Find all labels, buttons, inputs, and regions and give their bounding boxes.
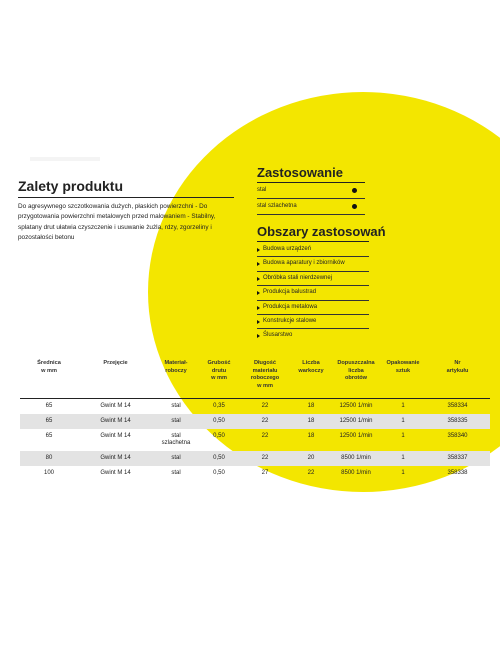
table-cell-line: 22 bbox=[261, 403, 269, 409]
table-header-cell bbox=[331, 360, 381, 399]
application-list bbox=[257, 183, 365, 215]
areas-item-label: Budowa urządzeń bbox=[263, 246, 312, 252]
table-cell bbox=[331, 466, 381, 481]
areas-item-label: Konstrukcje stalowe bbox=[263, 317, 317, 324]
areas-list bbox=[257, 243, 369, 343]
spec-table-container bbox=[20, 360, 490, 481]
table-cell bbox=[199, 451, 239, 466]
areas-item bbox=[257, 257, 369, 271]
arrow-right-icon bbox=[257, 306, 260, 310]
table-header-line: w mm bbox=[41, 367, 57, 374]
table-cell-line: stal bbox=[171, 432, 181, 439]
areas-item-label: Ślusarstwo bbox=[263, 332, 293, 339]
areas-item bbox=[257, 301, 369, 315]
bullet-dot-icon bbox=[352, 188, 357, 193]
areas-item bbox=[257, 243, 369, 257]
table-row bbox=[20, 466, 490, 481]
table-cell bbox=[153, 429, 199, 451]
table-cell bbox=[20, 429, 78, 451]
table-header-line: w mm bbox=[211, 375, 227, 381]
table-cell-line: 0,50 bbox=[213, 454, 225, 461]
table-cell-line: 358338 bbox=[447, 469, 468, 476]
table-cell-line: 65 bbox=[45, 403, 53, 409]
table-cell bbox=[291, 429, 331, 451]
table-cell-line: 22 bbox=[261, 454, 269, 461]
application-title: Zastosowanie bbox=[257, 165, 343, 180]
table-cell-line: stal bbox=[171, 403, 181, 409]
application-item-stainless-steel bbox=[257, 199, 365, 215]
table-cell bbox=[381, 451, 425, 466]
table-header-line: Liczba bbox=[302, 360, 320, 366]
table-header-line: warkoczy bbox=[298, 367, 324, 374]
table-header-cell bbox=[381, 360, 425, 399]
areas-item bbox=[257, 315, 369, 329]
table-row bbox=[20, 399, 490, 414]
table-cell-line: 0,35 bbox=[213, 403, 225, 409]
table-cell bbox=[78, 451, 153, 466]
benefits-text bbox=[18, 202, 243, 244]
table-body bbox=[20, 399, 490, 481]
table-header-line: roboczego bbox=[250, 375, 280, 381]
table-cell-line: 358340 bbox=[447, 432, 468, 439]
table-cell bbox=[331, 451, 381, 466]
arrow-right-icon bbox=[257, 291, 260, 295]
table-cell bbox=[153, 451, 199, 466]
table-cell-line: 0,50 bbox=[213, 417, 225, 424]
table-header-line: Dopuszczalna bbox=[337, 360, 375, 366]
table-cell bbox=[78, 399, 153, 414]
table-cell bbox=[291, 466, 331, 481]
table-cell bbox=[78, 414, 153, 429]
table-cell-line: 1 bbox=[401, 417, 405, 424]
table-cell-line: stal bbox=[171, 469, 181, 476]
bullet-dot-icon bbox=[352, 204, 357, 209]
table-cell-line: 1 bbox=[401, 469, 405, 476]
table-header-line: artykułu bbox=[446, 367, 469, 374]
benefits-line: splatany drut ułatwia czyszczenie i usuwanie żużla, rdzy, zgorzeliny i bbox=[18, 223, 212, 231]
table-cell bbox=[153, 466, 199, 481]
table-header-cell bbox=[425, 360, 490, 399]
table-cell-line: 27 bbox=[261, 469, 269, 476]
table-cell bbox=[425, 399, 490, 414]
table-cell bbox=[381, 414, 425, 429]
table-cell-line: 1 bbox=[401, 432, 405, 439]
table-cell bbox=[199, 466, 239, 481]
arrow-right-icon bbox=[257, 334, 260, 338]
benefits-line: Do agresywnego szczotkowania dużych, płaskich powierzchni - Do bbox=[18, 203, 208, 210]
table-cell-line: 22 bbox=[307, 469, 315, 476]
table-cell-line: 12500 1/min bbox=[339, 417, 373, 424]
table-cell-line: szlachetna bbox=[161, 440, 191, 447]
table-cell-line: 18 bbox=[307, 403, 315, 409]
application-item-label: stal szlachetna bbox=[257, 203, 297, 209]
areas-title: Obszary zastosowań bbox=[257, 224, 386, 239]
table-cell-line: Gwint M 14 bbox=[100, 432, 131, 439]
areas-divider bbox=[257, 241, 369, 242]
areas-item-label: Budowa aparatury i zbiorników bbox=[263, 260, 345, 267]
table-cell bbox=[199, 429, 239, 451]
table-cell-line: stal bbox=[171, 454, 181, 461]
table-cell bbox=[425, 451, 490, 466]
table-cell bbox=[381, 429, 425, 451]
table-header-line: Średnica bbox=[37, 360, 61, 366]
table-cell bbox=[331, 429, 381, 451]
table-cell-line: 18 bbox=[307, 432, 315, 439]
table-cell bbox=[239, 399, 291, 414]
table-header-line: sztuk bbox=[395, 367, 411, 374]
table-cell bbox=[239, 451, 291, 466]
table-header-line: Nr bbox=[454, 360, 461, 366]
table-cell-line: 358334 bbox=[447, 403, 468, 409]
table-cell-line: 22 bbox=[261, 417, 269, 424]
table-cell bbox=[291, 414, 331, 429]
table-header-line: Długość bbox=[253, 360, 277, 366]
table-cell bbox=[425, 429, 490, 451]
table-header-line: Grubość bbox=[207, 360, 231, 366]
table-cell-line: Gwint M 14 bbox=[100, 417, 131, 424]
table-cell-line: 22 bbox=[261, 432, 269, 439]
table-cell-line: 12500 1/min bbox=[339, 432, 373, 439]
table-cell bbox=[20, 414, 78, 429]
table-header-cell bbox=[20, 360, 78, 399]
areas-item bbox=[257, 286, 369, 300]
table-cell bbox=[425, 414, 490, 429]
table-header-line: Opakowanie bbox=[386, 360, 420, 366]
areas-item-label: Produkcja metalowa bbox=[263, 303, 318, 310]
table-cell-line: 20 bbox=[307, 454, 315, 461]
table-cell-line: 18 bbox=[307, 417, 315, 424]
table-cell-line: 358335 bbox=[447, 417, 468, 424]
table-header-cell bbox=[199, 360, 239, 399]
table-cell bbox=[199, 414, 239, 429]
benefits-divider bbox=[18, 197, 234, 198]
table-cell-line: stal bbox=[171, 417, 181, 424]
table-cell bbox=[239, 466, 291, 481]
areas-item bbox=[257, 329, 369, 342]
arrow-right-icon bbox=[257, 262, 260, 266]
table-header-cell bbox=[239, 360, 291, 399]
benefits-line: przygotowania powierzchni metalowych przed malowaniem - Stabilny, bbox=[18, 213, 216, 221]
table-cell-line: Gwint M 14 bbox=[100, 454, 131, 461]
table-cell-line: 0,50 bbox=[213, 469, 225, 476]
spec-table bbox=[20, 360, 490, 481]
table-header-line: materiału bbox=[252, 367, 278, 374]
table-cell-line: 8500 1/min bbox=[341, 469, 371, 476]
table-cell-line: 65 bbox=[45, 432, 53, 439]
table-cell-line: Gwint M 14 bbox=[100, 403, 131, 409]
arrow-right-icon bbox=[257, 248, 260, 252]
table-cell bbox=[331, 414, 381, 429]
table-header-cell bbox=[78, 360, 153, 399]
table-cell bbox=[153, 414, 199, 429]
table-header-line: Przejęcie bbox=[103, 360, 128, 366]
table-cell-line: 8500 1/min bbox=[341, 454, 371, 461]
table-row bbox=[20, 414, 490, 429]
table-cell-line: 12500 1/min bbox=[339, 403, 373, 409]
table-cell-line: 0,50 bbox=[213, 432, 225, 439]
arrow-right-icon bbox=[257, 320, 260, 324]
table-cell-line: 100 bbox=[43, 469, 54, 476]
table-header-line: roboczy bbox=[165, 367, 187, 374]
arrow-right-icon bbox=[257, 277, 260, 281]
table-cell bbox=[78, 466, 153, 481]
areas-item-label: Obróbka stali nierdzewnej bbox=[263, 274, 333, 281]
table-cell bbox=[331, 399, 381, 414]
table-cell-line: 80 bbox=[45, 454, 53, 461]
table-cell bbox=[20, 451, 78, 466]
table-cell bbox=[291, 399, 331, 414]
table-cell-line: 1 bbox=[401, 454, 405, 461]
benefits-title: Zalety produktu bbox=[18, 178, 124, 194]
table-cell bbox=[199, 399, 239, 414]
table-cell bbox=[78, 429, 153, 451]
table-row bbox=[20, 451, 490, 466]
table-cell bbox=[153, 399, 199, 414]
table-header-line: liczba bbox=[348, 367, 364, 374]
table-cell bbox=[239, 414, 291, 429]
table-row bbox=[20, 429, 490, 451]
application-item-steel bbox=[257, 183, 365, 199]
table-header-line: obrotów bbox=[344, 375, 368, 381]
areas-item bbox=[257, 272, 369, 286]
table-header-line: drutu bbox=[211, 367, 227, 374]
table-cell-line: 358337 bbox=[447, 454, 468, 461]
table-cell bbox=[239, 429, 291, 451]
table-header-cell bbox=[153, 360, 199, 399]
areas-item-label: Produkcja balustrad bbox=[263, 289, 317, 296]
table-cell bbox=[425, 466, 490, 481]
table-header-row bbox=[20, 360, 490, 399]
table-cell bbox=[381, 466, 425, 481]
table-cell-line: Gwint M 14 bbox=[100, 469, 131, 476]
application-item-label: stal bbox=[257, 187, 267, 193]
table-header-line: Materiał- bbox=[164, 360, 188, 366]
table-header-cell bbox=[291, 360, 331, 399]
table-cell bbox=[20, 399, 78, 414]
table-cell-line: 65 bbox=[45, 417, 53, 424]
benefits-line: pozostałości betonu bbox=[18, 234, 75, 242]
table-cell bbox=[381, 399, 425, 414]
table-cell bbox=[20, 466, 78, 481]
table-cell-line: 1 bbox=[401, 403, 405, 409]
table-cell bbox=[291, 451, 331, 466]
table-header-line: w mm bbox=[257, 382, 273, 389]
